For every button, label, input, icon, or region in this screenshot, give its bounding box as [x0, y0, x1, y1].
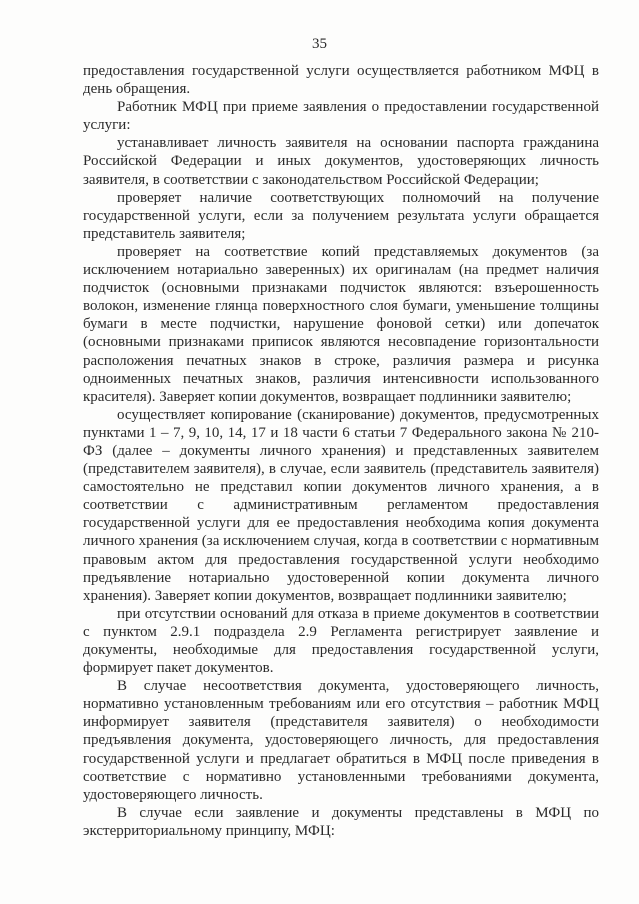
paragraph-mfc-worker-intro: Работник МФЦ при приеме заявления о предоставлении государственной услуги: — [83, 99, 599, 134]
paragraph-authority-check: проверяет наличие соответствующих полномочий на получение государственной услуги, если за получением результата услуги обращается представитель заявителя; — [83, 189, 599, 242]
paragraph-continuation: предоставления государственной услуги осуществляется работником МФЦ в день обращения. — [83, 63, 599, 98]
paragraph-registration: при отсутствии оснований для отказа в приеме документов в соответствии с пунктом 2.9.1 подраздела 2.9 Регламента регистрирует заявление и документы, необходимые для предоставления государственной услуги, формирует пакет документов. — [83, 605, 599, 677]
paragraph-identity-check: устанавливает личность заявителя на основании паспорта гражданина Российской Федерации и иных документов, удостоверяющих личность заявителя, в соответствии с законодательством Российской Федерации; — [83, 135, 599, 188]
page-number: 35 — [312, 36, 327, 52]
paragraph-copy-verification: проверяет на соответствие копий представляемых документов (за исключением нотариально заверенных) их оригиналам (на предмет наличия подчисток (основными признаками подчисток являются: взъерошенность волокон, изменение глянца поверхностного слоя бумаги, уменьшение толщины бумаги в месте подчистки, нарушение фоновой сетки) или допечаток (основными признаками приписок являются несовпадение горизонтальности расположения печатных знаков в строке, различия размера и рисунка одноименных печатных знаков, различия интенсивности использованного красителя). Заверяет копии документов, возвращает подлинники заявителю; — [83, 243, 599, 405]
paragraph-extraterritorial: В случае если заявление и документы представлены в МФЦ по экстерриториальному принципу, МФЦ: — [83, 804, 599, 839]
paragraph-identity-mismatch: В случае несоответствия документа, удостоверяющего личность, нормативно установленным требованиям или его отсутствия – работник МФЦ информирует заявителя (представителя заявителя) о необходимости предъявления документа, удостоверяющего личность, для предоставления государственной услуги и предлагает обратиться в МФЦ после приведения в соответствие с нормативно установленными требованиями документа, удостоверяющего личность. — [83, 678, 599, 803]
paragraph-document-scanning: осуществляет копирование (сканирование) документов, предусмотренных пунктами 1 – 7, 9, 10, 14, 17 и 18 части 6 статьи 7 Федерального закона № 210-ФЗ (далее – документы личного хранения) и представленных заявителем (представителем заявителя), в случае, если заявитель (представитель заявителя) самостоятельно не представил копии документов личного хранения, а в соответствии с административным регламентом предоставления государственной услуги для ее предоставления необходима копия документа личного хранения (за исключением случая, когда в соответствии с нормативным правовым актом для предоставления государственной услуги необходимо предъявление нотариально удостоверенной копии документа личного хранения). Заверяет копии документов, возвращает подлинники заявителю; — [83, 406, 599, 604]
